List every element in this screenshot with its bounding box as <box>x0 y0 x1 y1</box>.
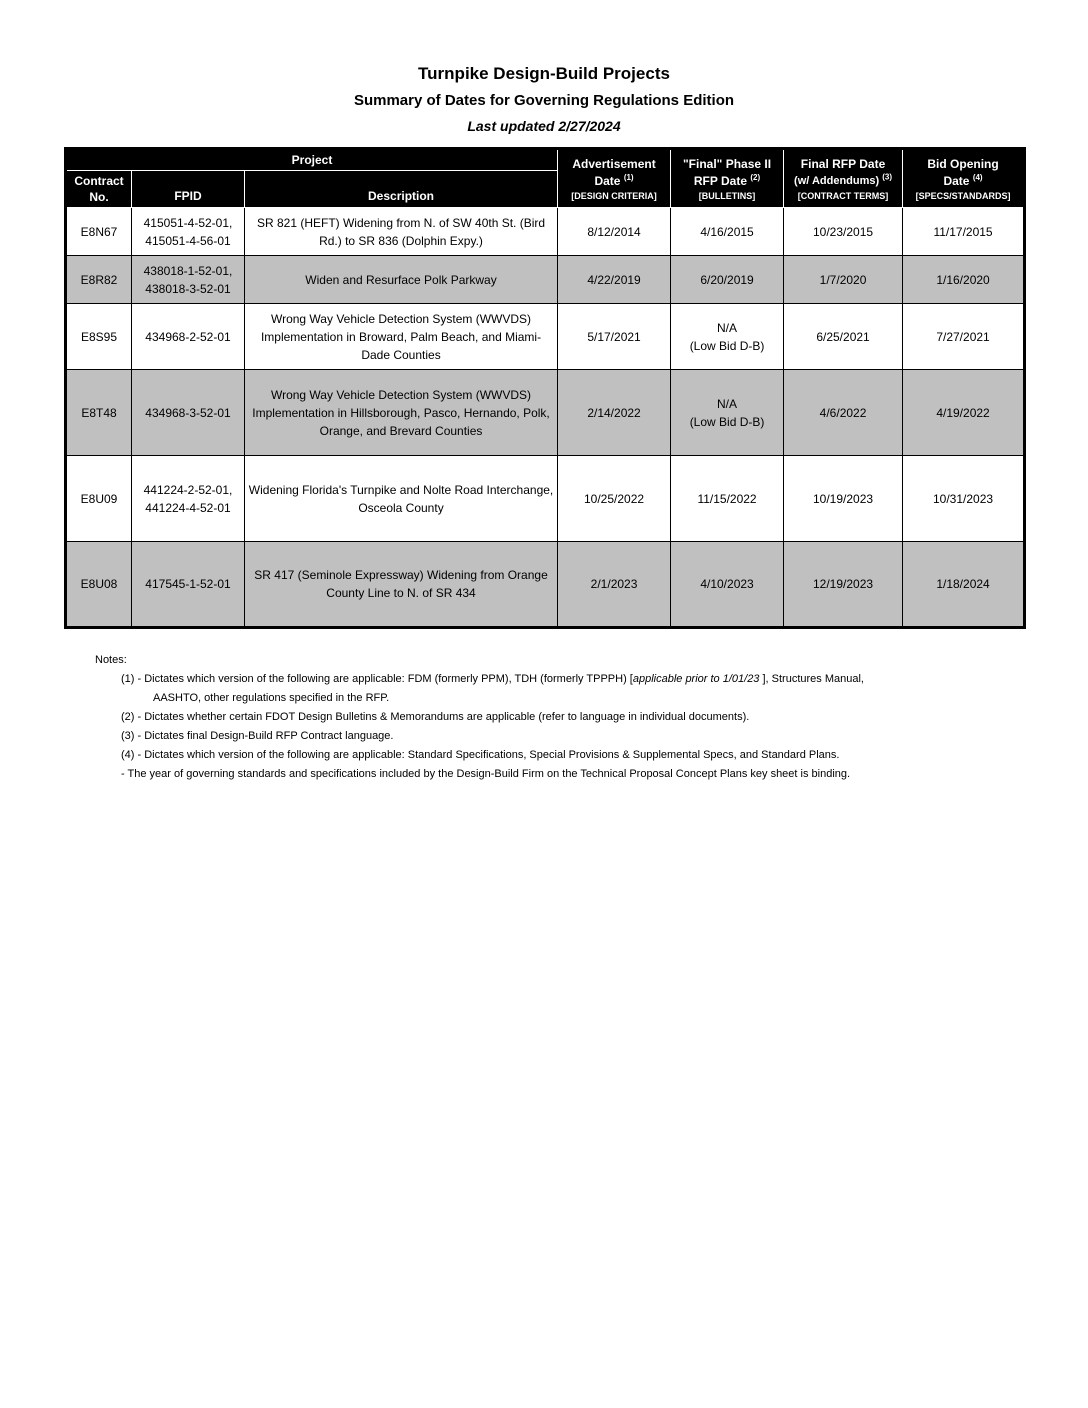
adv-date-cell: 10/25/2022 <box>558 456 671 542</box>
adv-date-cell: 2/14/2022 <box>558 370 671 456</box>
adv-date-cell: 4/22/2019 <box>558 256 671 304</box>
phase2-rfp-date-header: "Final" Phase II RFP Date $^{(2)}$ [BULLETINS] <box>671 149 784 208</box>
description-cell: Widening Florida's Turnpike and Nolte Road Interchange, Osceola County <box>245 456 558 542</box>
table-row <box>66 304 1025 370</box>
note-5: - The year of governing standards and specifications included by the Design-Build Firm on the Technical Proposal Concept Plans key sheet is binding. <box>121 768 851 780</box>
contract-cell: E8N67 <box>66 208 132 256</box>
bid-date-cell: 7/27/2021 <box>903 304 1025 370</box>
bid-date-cell: 10/31/2023 <box>903 456 1025 542</box>
fpid-cell: 417545-1-52-01 <box>132 542 245 628</box>
note-3: (3) - Dictates final Design-Build RFP Contract language. <box>121 730 394 742</box>
final-rfp-date-cell: 10/23/2015 <box>784 208 903 256</box>
contract-cell: E8R82 <box>66 256 132 304</box>
contract-cell: E8U08 <box>66 542 132 628</box>
document-title: Turnpike Design-Build Projects <box>418 64 670 83</box>
description-cell: Wrong Way Vehicle Detection System (WWVDS) Implementation in Hillsborough, Pasco, Hernando, Polk, Orange, and Brevard Counties <box>245 370 558 456</box>
fpid-cell: 415051-4-52-01, 415051-4-56-01 <box>132 208 245 256</box>
phase2-date-cell: N/A (Low Bid D-B) <box>671 370 784 456</box>
table-row <box>66 208 1025 256</box>
final-rfp-date-header: Final RFP Date (w/ Addendums) $^{(3)}$ [CONTRACT TERMS] <box>784 149 903 208</box>
description-cell: Widen and Resurface Polk Parkway <box>245 256 558 304</box>
description-cell: SR 821 (HEFT) Widening from N. of SW 40th St. (Bird Rd.) to SR 836 (Dolphin Expy.) <box>245 208 558 256</box>
note-2: (2) - Dictates whether certain FDOT Design Bulletins & Memorandums are applicable (refer to language in individual documents). <box>121 711 750 723</box>
phase2-date-cell: N/A (Low Bid D-B) <box>671 304 784 370</box>
fpid-cell: 438018-1-52-01, 438018-3-52-01 <box>132 256 245 304</box>
table-row <box>66 256 1025 304</box>
bid-date-cell: 4/19/2022 <box>903 370 1025 456</box>
note-1: (1) - Dictates which version of the following are applicable: FDM (formerly PPM), TDH (formerly TPPPH) [applicable prior to 1/01/23 ], Structures Manual, <box>121 673 864 685</box>
adv-date-cell: 2/1/2023 <box>558 542 671 628</box>
adv-date-cell: 5/17/2021 <box>558 304 671 370</box>
fpid-cell: 441224-2-52-01, 441224-4-52-01 <box>132 456 245 542</box>
notes-section <box>95 651 864 784</box>
final-rfp-date-cell: 10/19/2023 <box>784 456 903 542</box>
note-4: (4) - Dictates which version of the following are applicable: Standard Specifications, Special Provisions & Supplemental Specs, and Standard Plans. <box>121 749 840 761</box>
final-rfp-date-cell: 6/25/2021 <box>784 304 903 370</box>
bid-date-cell: 1/18/2024 <box>903 542 1025 628</box>
contract-cell: E8U09 <box>66 456 132 542</box>
bid-date-cell: 1/16/2020 <box>903 256 1025 304</box>
phase2-date-cell: 4/10/2023 <box>671 542 784 628</box>
phase2-date-cell: 6/20/2019 <box>671 256 784 304</box>
contract-cell: E8T48 <box>66 370 132 456</box>
table-row <box>66 542 1025 628</box>
bid-opening-date-header: Bid Opening Date $^{(4)}$ [SPECS/STANDARDS] <box>903 149 1025 208</box>
last-updated: Last updated 2/27/2024 <box>467 118 621 134</box>
advertisement-date-header: Advertisement Date $^{(1)}$ [DESIGN CRITERIA] <box>558 149 671 208</box>
table-row <box>66 370 1025 456</box>
adv-date-cell: 8/12/2014 <box>558 208 671 256</box>
description-cell: SR 417 (Seminole Expressway) Widening from Orange County Line to N. of SR 434 <box>245 542 558 628</box>
project-group-header: Project <box>66 149 558 171</box>
final-rfp-date-cell: 12/19/2023 <box>784 542 903 628</box>
fpid-header: FPID <box>132 171 245 208</box>
contract-no-header: Contract No. <box>66 171 132 208</box>
bid-date-cell: 11/17/2015 <box>903 208 1025 256</box>
fpid-cell: 434968-2-52-01 <box>132 304 245 370</box>
description-header: Description <box>245 171 558 208</box>
fpid-cell: 434968-3-52-01 <box>132 370 245 456</box>
table-row <box>66 456 1025 542</box>
projects-table <box>64 147 1026 629</box>
contract-cell: E8S95 <box>66 304 132 370</box>
phase2-date-cell: 4/16/2015 <box>671 208 784 256</box>
phase2-date-cell: 11/15/2022 <box>671 456 784 542</box>
notes-heading: Notes: <box>95 654 127 666</box>
document-subtitle: Summary of Dates for Governing Regulations Edition <box>353 92 735 109</box>
final-rfp-date-cell: 1/7/2020 <box>784 256 903 304</box>
description-cell: Wrong Way Vehicle Detection System (WWVDS) Implementation in Broward, Palm Beach, and Miami-Dade Counties <box>245 304 558 370</box>
note-1-continued: AASHTO, other regulations specified in the RFP. <box>153 692 390 704</box>
final-rfp-date-cell: 4/6/2022 <box>784 370 903 456</box>
